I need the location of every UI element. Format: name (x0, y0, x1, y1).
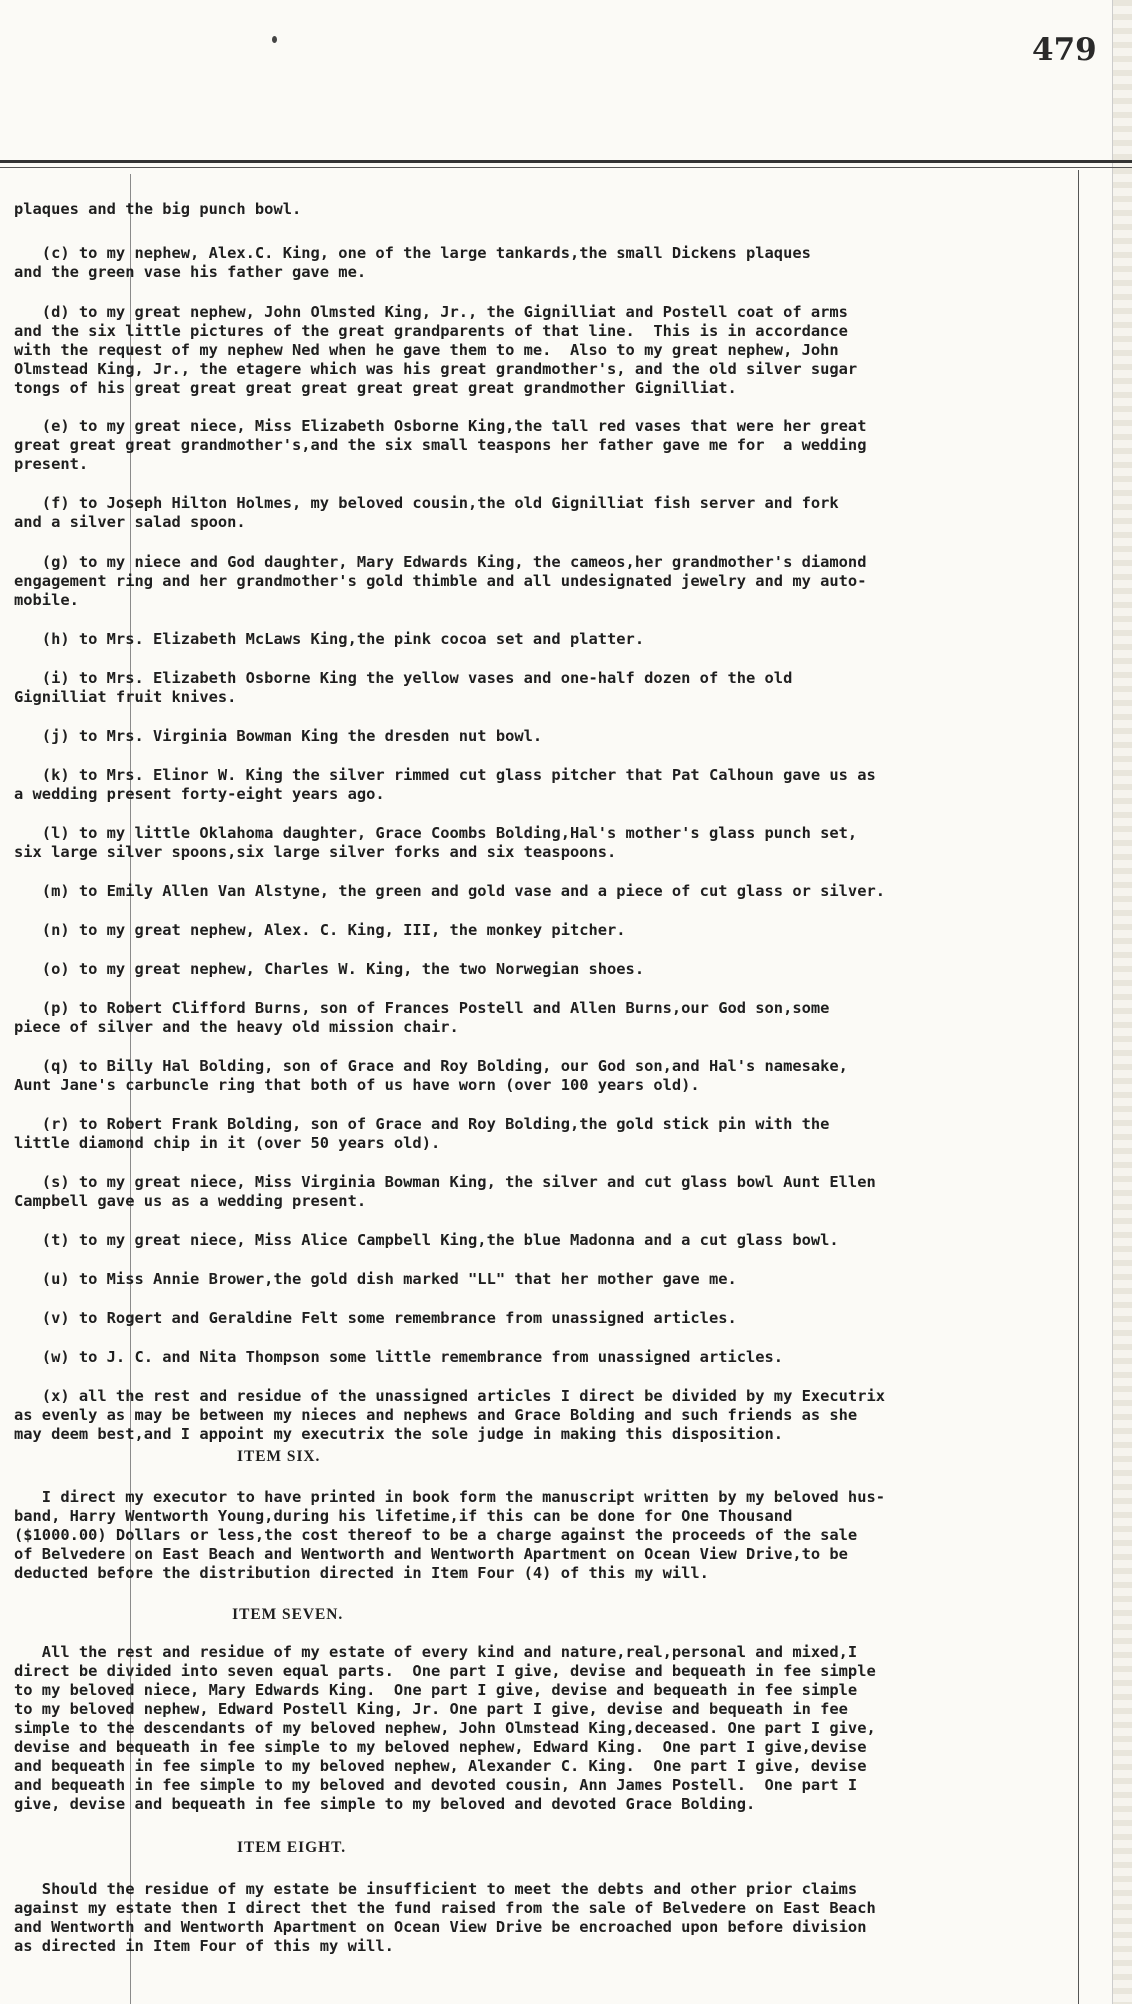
text-line: ITEM SEVEN. (14, 1606, 344, 1623)
text-line: band, Harry Wentworth Young,during his lifetime,if this can be done for One Thousand (14, 1507, 793, 1525)
paragraph (14, 669, 792, 707)
text-line: (v) to Rogert and Geraldine Felt some remembrance from unassigned articles. (14, 1309, 737, 1327)
paragraph (14, 200, 301, 219)
text-line: (w) to J. C. and Nita Thompson some little remembrance from unassigned articles. (14, 1348, 784, 1366)
text-line: plaques and the big punch bowl. (14, 200, 302, 218)
binding-edge (1112, 0, 1132, 2004)
text-line: All the rest and residue of my estate of every kind and nature,real,personal and mixed,I (14, 1643, 858, 1661)
text-line: Should the residue of my estate be insufficient to meet the debts and other prior claims (14, 1880, 858, 1898)
text-line: (n) to my great nephew, Alex. C. King, III, the monkey pitcher. (14, 921, 626, 939)
paragraph (14, 1270, 737, 1289)
text-line: (j) to Mrs. Virginia Bowman King the dresden nut bowl. (14, 727, 543, 745)
text-line: (f) to Joseph Hilton Holmes, my beloved cousin,the old Gignilliat fish server and fork (14, 494, 839, 512)
text-line: ($1000.00) Dollars or less,the cost thereof to be a charge against the proceeds of the sale (14, 1526, 858, 1544)
paragraph (14, 1387, 885, 1444)
text-line: devise and bequeath in fee simple to my beloved nephew, Edward King. One part I give,devise (14, 1738, 867, 1756)
text-line: and bequeath in fee simple to my beloved and devoted cousin, Ann James Postell. One part I (14, 1776, 858, 1794)
text-line: piece of silver and the heavy old mission chair. (14, 1018, 459, 1036)
text-line: with the request of my nephew Ned when he gave them to me. Also to my great nephew, John (14, 341, 839, 359)
section-heading (14, 1605, 343, 1624)
text-line: six large silver spoons,six large silver forks and six teaspoons. (14, 843, 617, 861)
paragraph (14, 553, 866, 610)
text-line: as evenly as may be between my nieces and nephews and Grace Bolding and such friends as she (14, 1406, 858, 1424)
text-line: simple to the descendants of my beloved nephew, John Olmstead King,deceased. One part I give, (14, 1719, 876, 1737)
text-line: (i) to Mrs. Elizabeth Osborne King the yellow vases and one-half dozen of the old (14, 669, 793, 687)
section-heading (14, 1447, 320, 1466)
text-line: (k) to Mrs. Elinor W. King the silver rimmed cut glass pitcher that Pat Calhoun gave us as (14, 766, 876, 784)
text-line: present. (14, 455, 89, 473)
paragraph (14, 1488, 885, 1583)
text-line: (o) to my great nephew, Charles W. King, the two Norwegian shoes. (14, 960, 645, 978)
text-line: (u) to Miss Annie Brower,the gold dish marked "LL" that her mother gave me. (14, 1270, 737, 1288)
text-line: and a silver salad spoon. (14, 513, 246, 531)
text-line: Gignilliat fruit knives. (14, 688, 237, 706)
paragraph (14, 1643, 876, 1814)
text-line: a wedding present forty-eight years ago. (14, 785, 385, 803)
text-line: (h) to Mrs. Elizabeth McLaws King,the pink cocoa set and platter. (14, 630, 645, 648)
text-line: may deem best,and I appoint my executrix the sole judge in making this disposition. (14, 1425, 784, 1443)
text-line: (q) to Billy Hal Bolding, son of Grace and Roy Bolding, our God son,and Hal's namesake, (14, 1057, 848, 1075)
header-rule (0, 160, 1132, 163)
text-line: and Wentworth and Wentworth Apartment on Ocean View Drive be encroached upon before division (14, 1918, 867, 1936)
text-line: as directed in Item Four of this my will. (14, 1937, 394, 1955)
text-line: (g) to my niece and God daughter, Mary Edwards King, the cameos,her grandmother's diamond (14, 553, 867, 571)
text-line: engagement ring and her grandmother's gold thimble and all undesignated jewelry and my auto- (14, 572, 867, 590)
text-line: (d) to my great nephew, John Olmsted King, Jr., the Gignilliat and Postell coat of arms (14, 303, 848, 321)
punch-mark (272, 36, 277, 43)
paragraph (14, 824, 857, 862)
text-line: tongs of his great great great great great great great grandmother Gignilliat. (14, 379, 737, 397)
text-line: ITEM SIX. (14, 1448, 321, 1465)
text-line: Aunt Jane's carbuncle ring that both of us have worn (over 100 years old). (14, 1076, 700, 1094)
text-line: Olmstead King, Jr., the etagere which was his great grandmother's, and the old silver sugar (14, 360, 858, 378)
text-line: and the six little pictures of the great grandparents of that line. This is in accordance (14, 322, 848, 340)
paragraph (14, 630, 644, 649)
paragraph (14, 1173, 876, 1211)
paragraph (14, 921, 626, 940)
text-line: little diamond chip in it (over 50 years old). (14, 1134, 441, 1152)
text-line: (p) to Robert Clifford Burns, son of Frances Postell and Allen Burns,our God son,some (14, 999, 830, 1017)
paragraph (14, 303, 857, 398)
text-line: (c) to my nephew, Alex.C. King, one of the large tankards,the small Dickens plaques (14, 244, 811, 262)
paragraph (14, 960, 644, 979)
paragraph (14, 417, 866, 474)
paragraph (14, 1231, 839, 1250)
text-line: (l) to my little Oklahoma daughter, Grace Coombs Bolding,Hal's mother's glass punch set, (14, 824, 858, 842)
text-line: give, devise and bequeath in fee simple to my beloved and devoted Grace Bolding. (14, 1795, 756, 1813)
paragraph (14, 494, 839, 532)
text-line: and bequeath in fee simple to my beloved nephew, Alexander C. King. One part I give, devise (14, 1757, 867, 1775)
text-line: great great great grandmother's,and the six small teaspons her father gave me for a wedding (14, 436, 867, 454)
paragraph (14, 1309, 737, 1328)
paragraph (14, 999, 829, 1037)
text-line: (x) all the rest and residue of the unassigned articles I direct be divided by my Executrix (14, 1387, 885, 1405)
text-line: mobile. (14, 591, 79, 609)
right-margin-line (1078, 170, 1079, 2004)
text-line: to my beloved niece, Mary Edwards King. One part I give, devise and bequeath in fee simple (14, 1681, 858, 1699)
paragraph (14, 766, 876, 804)
text-line: direct be divided into seven equal parts. One part I give, devise and bequeath in fee simple (14, 1662, 876, 1680)
text-line: and the green vase his father gave me. (14, 263, 367, 281)
page-number: 479 (1032, 32, 1097, 68)
text-line: to my beloved nephew, Edward Postell King, Jr. One part I give, devise and bequeath in fee (14, 1700, 848, 1718)
text-line: against my estate then I direct thet the fund raised from the sale of Belvedere on East Beach (14, 1899, 876, 1917)
text-line: (t) to my great niece, Miss Alice Campbell King,the blue Madonna and a cut glass bowl. (14, 1231, 839, 1249)
header-rule-thin (0, 167, 1132, 168)
text-line: of Belvedere on East Beach and Wentworth and Wentworth Apartment on Ocean View Drive,to be (14, 1545, 848, 1563)
paragraph (14, 1880, 876, 1956)
section-heading (14, 1838, 346, 1857)
paragraph (14, 1348, 783, 1367)
text-line: (m) to Emily Allen Van Alstyne, the green and gold vase and a piece of cut glass or silver. (14, 882, 885, 900)
paragraph (14, 727, 542, 746)
text-line: (r) to Robert Frank Bolding, son of Grace and Roy Bolding,the gold stick pin with the (14, 1115, 830, 1133)
paragraph (14, 1115, 829, 1153)
text-line: Campbell gave us as a wedding present. (14, 1192, 367, 1210)
text-line: I direct my executor to have printed in book form the manuscript written by my beloved hus- (14, 1488, 885, 1506)
paragraph (14, 1057, 848, 1095)
text-line: deducted before the distribution directed in Item Four (4) of this my will. (14, 1564, 709, 1582)
text-line: ITEM EIGHT. (14, 1839, 347, 1856)
text-line: (e) to my great niece, Miss Elizabeth Osborne King,the tall red vases that were her great (14, 417, 867, 435)
paragraph (14, 882, 885, 901)
paragraph (14, 244, 811, 282)
text-line: (s) to my great niece, Miss Virginia Bowman King, the silver and cut glass bowl Aunt Ellen (14, 1173, 876, 1191)
